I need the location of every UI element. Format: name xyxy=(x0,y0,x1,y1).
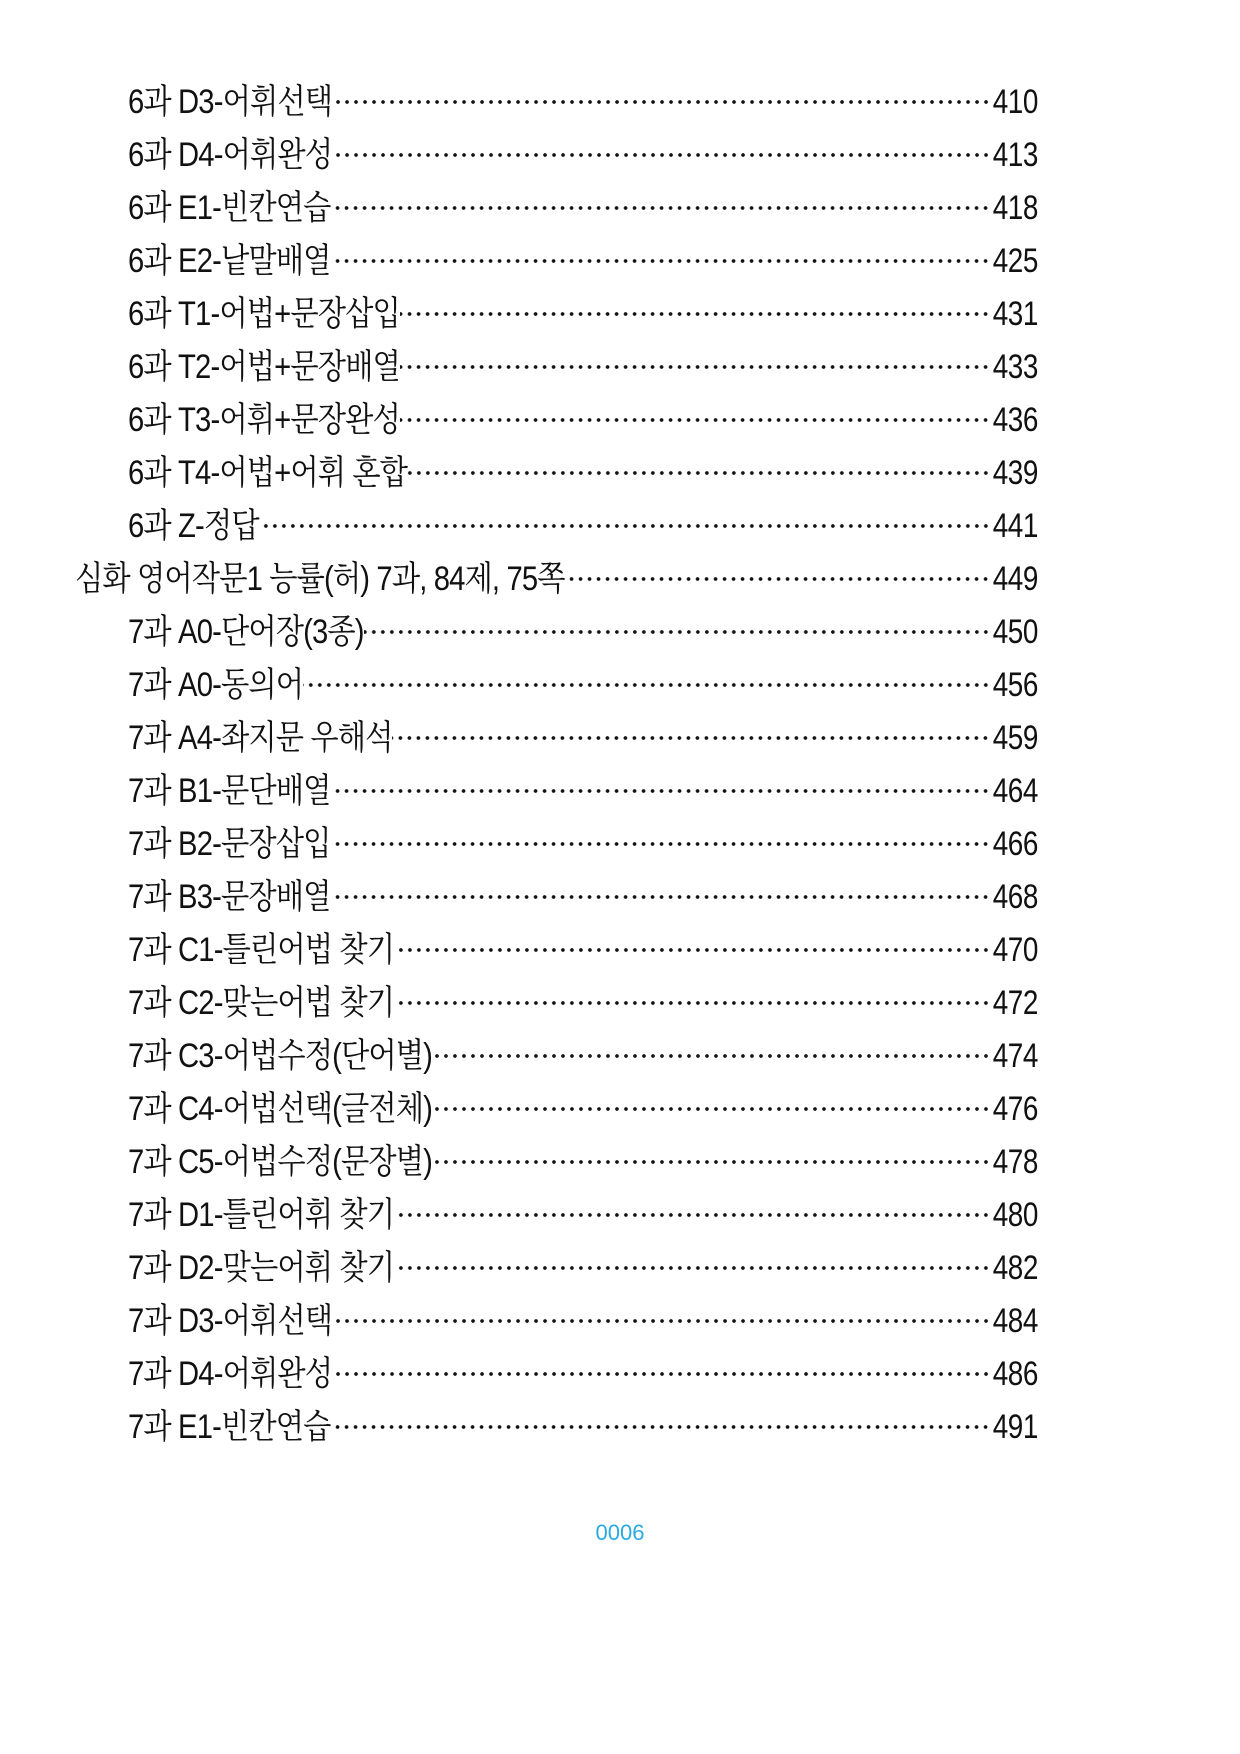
toc-entry[interactable] xyxy=(0,1401,1240,1454)
toc-entry-page: 433 xyxy=(992,348,1038,386)
toc-entry[interactable] xyxy=(0,235,1240,288)
toc-entry-title: 6과 T1-어법+문장삽입 xyxy=(128,295,400,333)
toc-entry[interactable] xyxy=(0,288,1240,341)
toc-entry-page: 474 xyxy=(992,1037,1038,1075)
toc-entry[interactable] xyxy=(0,341,1240,394)
toc-entry-page: 478 xyxy=(992,1143,1038,1181)
toc-entry-title: 7과 C1-틀린어법 찾기 xyxy=(128,931,395,969)
dot-leader xyxy=(394,1189,990,1242)
toc-entry-title: 6과 Z-정답 xyxy=(128,507,259,545)
dot-leader xyxy=(333,1295,991,1348)
toc-entry-page: 470 xyxy=(992,931,1038,969)
toc-entry-title: 6과 T4-어법+어휘 혼합 xyxy=(128,454,408,492)
dot-leader xyxy=(333,1348,991,1401)
toc-entry[interactable] xyxy=(0,500,1240,553)
toc-entry[interactable] xyxy=(0,1348,1240,1401)
toc-entry-page: 439 xyxy=(992,454,1038,492)
dot-leader xyxy=(331,1401,990,1454)
toc-entry-title: 7과 D4-어휘완성 xyxy=(128,1355,333,1393)
dot-leader xyxy=(394,924,990,977)
toc-entry-page: 425 xyxy=(992,242,1038,280)
toc-entry[interactable] xyxy=(0,659,1240,712)
toc-entry[interactable] xyxy=(0,1083,1240,1136)
toc-entry[interactable] xyxy=(0,1136,1240,1189)
dot-leader xyxy=(303,659,990,712)
page-number-footer: 0006 xyxy=(595,1520,645,1545)
toc-entry-page: 418 xyxy=(992,189,1038,227)
toc-entry-title: 6과 T2-어법+문장배열 xyxy=(128,348,400,386)
toc-entry-title: 7과 B1-문단배열 xyxy=(128,772,331,810)
dot-leader xyxy=(331,182,990,235)
toc-entry[interactable] xyxy=(0,606,1240,659)
toc-entry[interactable] xyxy=(0,924,1240,977)
dot-leader xyxy=(432,1136,990,1189)
toc-entry-title: 7과 C2-맞는어법 찾기 xyxy=(128,984,395,1022)
dot-leader xyxy=(259,500,990,553)
dot-leader xyxy=(394,977,990,1030)
dot-leader xyxy=(394,1242,990,1295)
toc-entry-page: 413 xyxy=(992,136,1038,174)
toc-entry-page: 431 xyxy=(992,295,1038,333)
dot-leader xyxy=(400,288,990,341)
toc-entry[interactable] xyxy=(0,977,1240,1030)
toc-entry[interactable] xyxy=(0,1189,1240,1242)
toc-entry[interactable] xyxy=(0,394,1240,447)
toc-entry-page: 482 xyxy=(992,1249,1038,1287)
toc-entry-page: 450 xyxy=(992,613,1038,651)
toc-entry-title: 7과 A0-동의어 xyxy=(128,666,304,704)
toc-entry[interactable] xyxy=(0,818,1240,871)
dot-leader xyxy=(400,341,990,394)
toc-entry-title: 7과 A0-단어장(3종) xyxy=(128,613,364,651)
dot-leader xyxy=(392,712,990,765)
toc-entry-title: 6과 E2-낱말배열 xyxy=(128,242,331,280)
toc-entry[interactable] xyxy=(0,447,1240,500)
toc-entry[interactable] xyxy=(0,1030,1240,1083)
dot-leader xyxy=(432,1030,990,1083)
toc-entry-page: 472 xyxy=(992,984,1038,1022)
dot-leader xyxy=(333,76,991,129)
dot-leader xyxy=(331,235,990,288)
dot-leader xyxy=(331,818,990,871)
toc-entry-page: 466 xyxy=(992,825,1038,863)
toc-entry-page: 464 xyxy=(992,772,1038,810)
toc-entry-title: 7과 B3-문장배열 xyxy=(128,878,331,916)
dot-leader xyxy=(432,1083,990,1136)
toc-entry-page: 459 xyxy=(992,719,1038,757)
toc-entry-title: 7과 A4-좌지문 우해석 xyxy=(128,719,393,757)
table-of-contents xyxy=(0,76,1240,1454)
toc-entry[interactable] xyxy=(0,1295,1240,1348)
toc-section-title: 심화 영어작문1 능률(허) 7과, 84제, 75쪽 xyxy=(75,560,565,598)
toc-entry[interactable] xyxy=(0,1242,1240,1295)
dot-leader xyxy=(364,606,990,659)
toc-entry-title: 7과 D2-맞는어휘 찾기 xyxy=(128,1249,395,1287)
toc-entry-page: 410 xyxy=(992,83,1038,121)
dot-leader xyxy=(565,553,990,606)
toc-entry-page: 436 xyxy=(992,401,1038,439)
toc-entry-title: 7과 D1-틀린어휘 찾기 xyxy=(128,1196,395,1234)
toc-entry-page: 468 xyxy=(992,878,1038,916)
toc-entry-page: 449 xyxy=(992,560,1038,598)
toc-entry-title: 6과 E1-빈칸연습 xyxy=(128,189,331,227)
toc-entry-title: 6과 T3-어휘+문장완성 xyxy=(128,401,400,439)
toc-entry[interactable] xyxy=(0,182,1240,235)
toc-entry-page: 441 xyxy=(992,507,1038,545)
toc-entry-title: 6과 D3-어휘선택 xyxy=(128,83,333,121)
toc-entry-title: 7과 C4-어법선택(글전체) xyxy=(128,1090,433,1128)
toc-entry[interactable] xyxy=(0,765,1240,818)
toc-entry-page: 491 xyxy=(992,1408,1038,1446)
toc-entry-page: 484 xyxy=(992,1302,1038,1340)
dot-leader xyxy=(331,871,990,924)
toc-entry[interactable] xyxy=(0,871,1240,924)
dot-leader xyxy=(407,447,990,500)
toc-entry-title: 7과 B2-문장삽입 xyxy=(128,825,331,863)
toc-entry[interactable] xyxy=(0,76,1240,129)
toc-entry[interactable] xyxy=(0,712,1240,765)
dot-leader xyxy=(333,129,991,182)
dot-leader xyxy=(331,765,990,818)
toc-entry-title: 7과 D3-어휘선택 xyxy=(128,1302,333,1340)
toc-entry-page: 456 xyxy=(992,666,1038,704)
dot-leader xyxy=(400,394,990,447)
toc-entry-page: 476 xyxy=(992,1090,1038,1128)
toc-entry-title: 7과 C3-어법수정(단어별) xyxy=(128,1037,433,1075)
toc-entry-title: 7과 C5-어법수정(문장별) xyxy=(128,1143,433,1181)
toc-entry-page: 486 xyxy=(992,1355,1038,1393)
toc-entry-title: 7과 E1-빈칸연습 xyxy=(128,1408,331,1446)
toc-entry-title: 6과 D4-어휘완성 xyxy=(128,136,333,174)
toc-section-heading[interactable] xyxy=(0,553,1240,606)
toc-entry[interactable] xyxy=(0,129,1240,182)
toc-entry-page: 480 xyxy=(992,1196,1038,1234)
